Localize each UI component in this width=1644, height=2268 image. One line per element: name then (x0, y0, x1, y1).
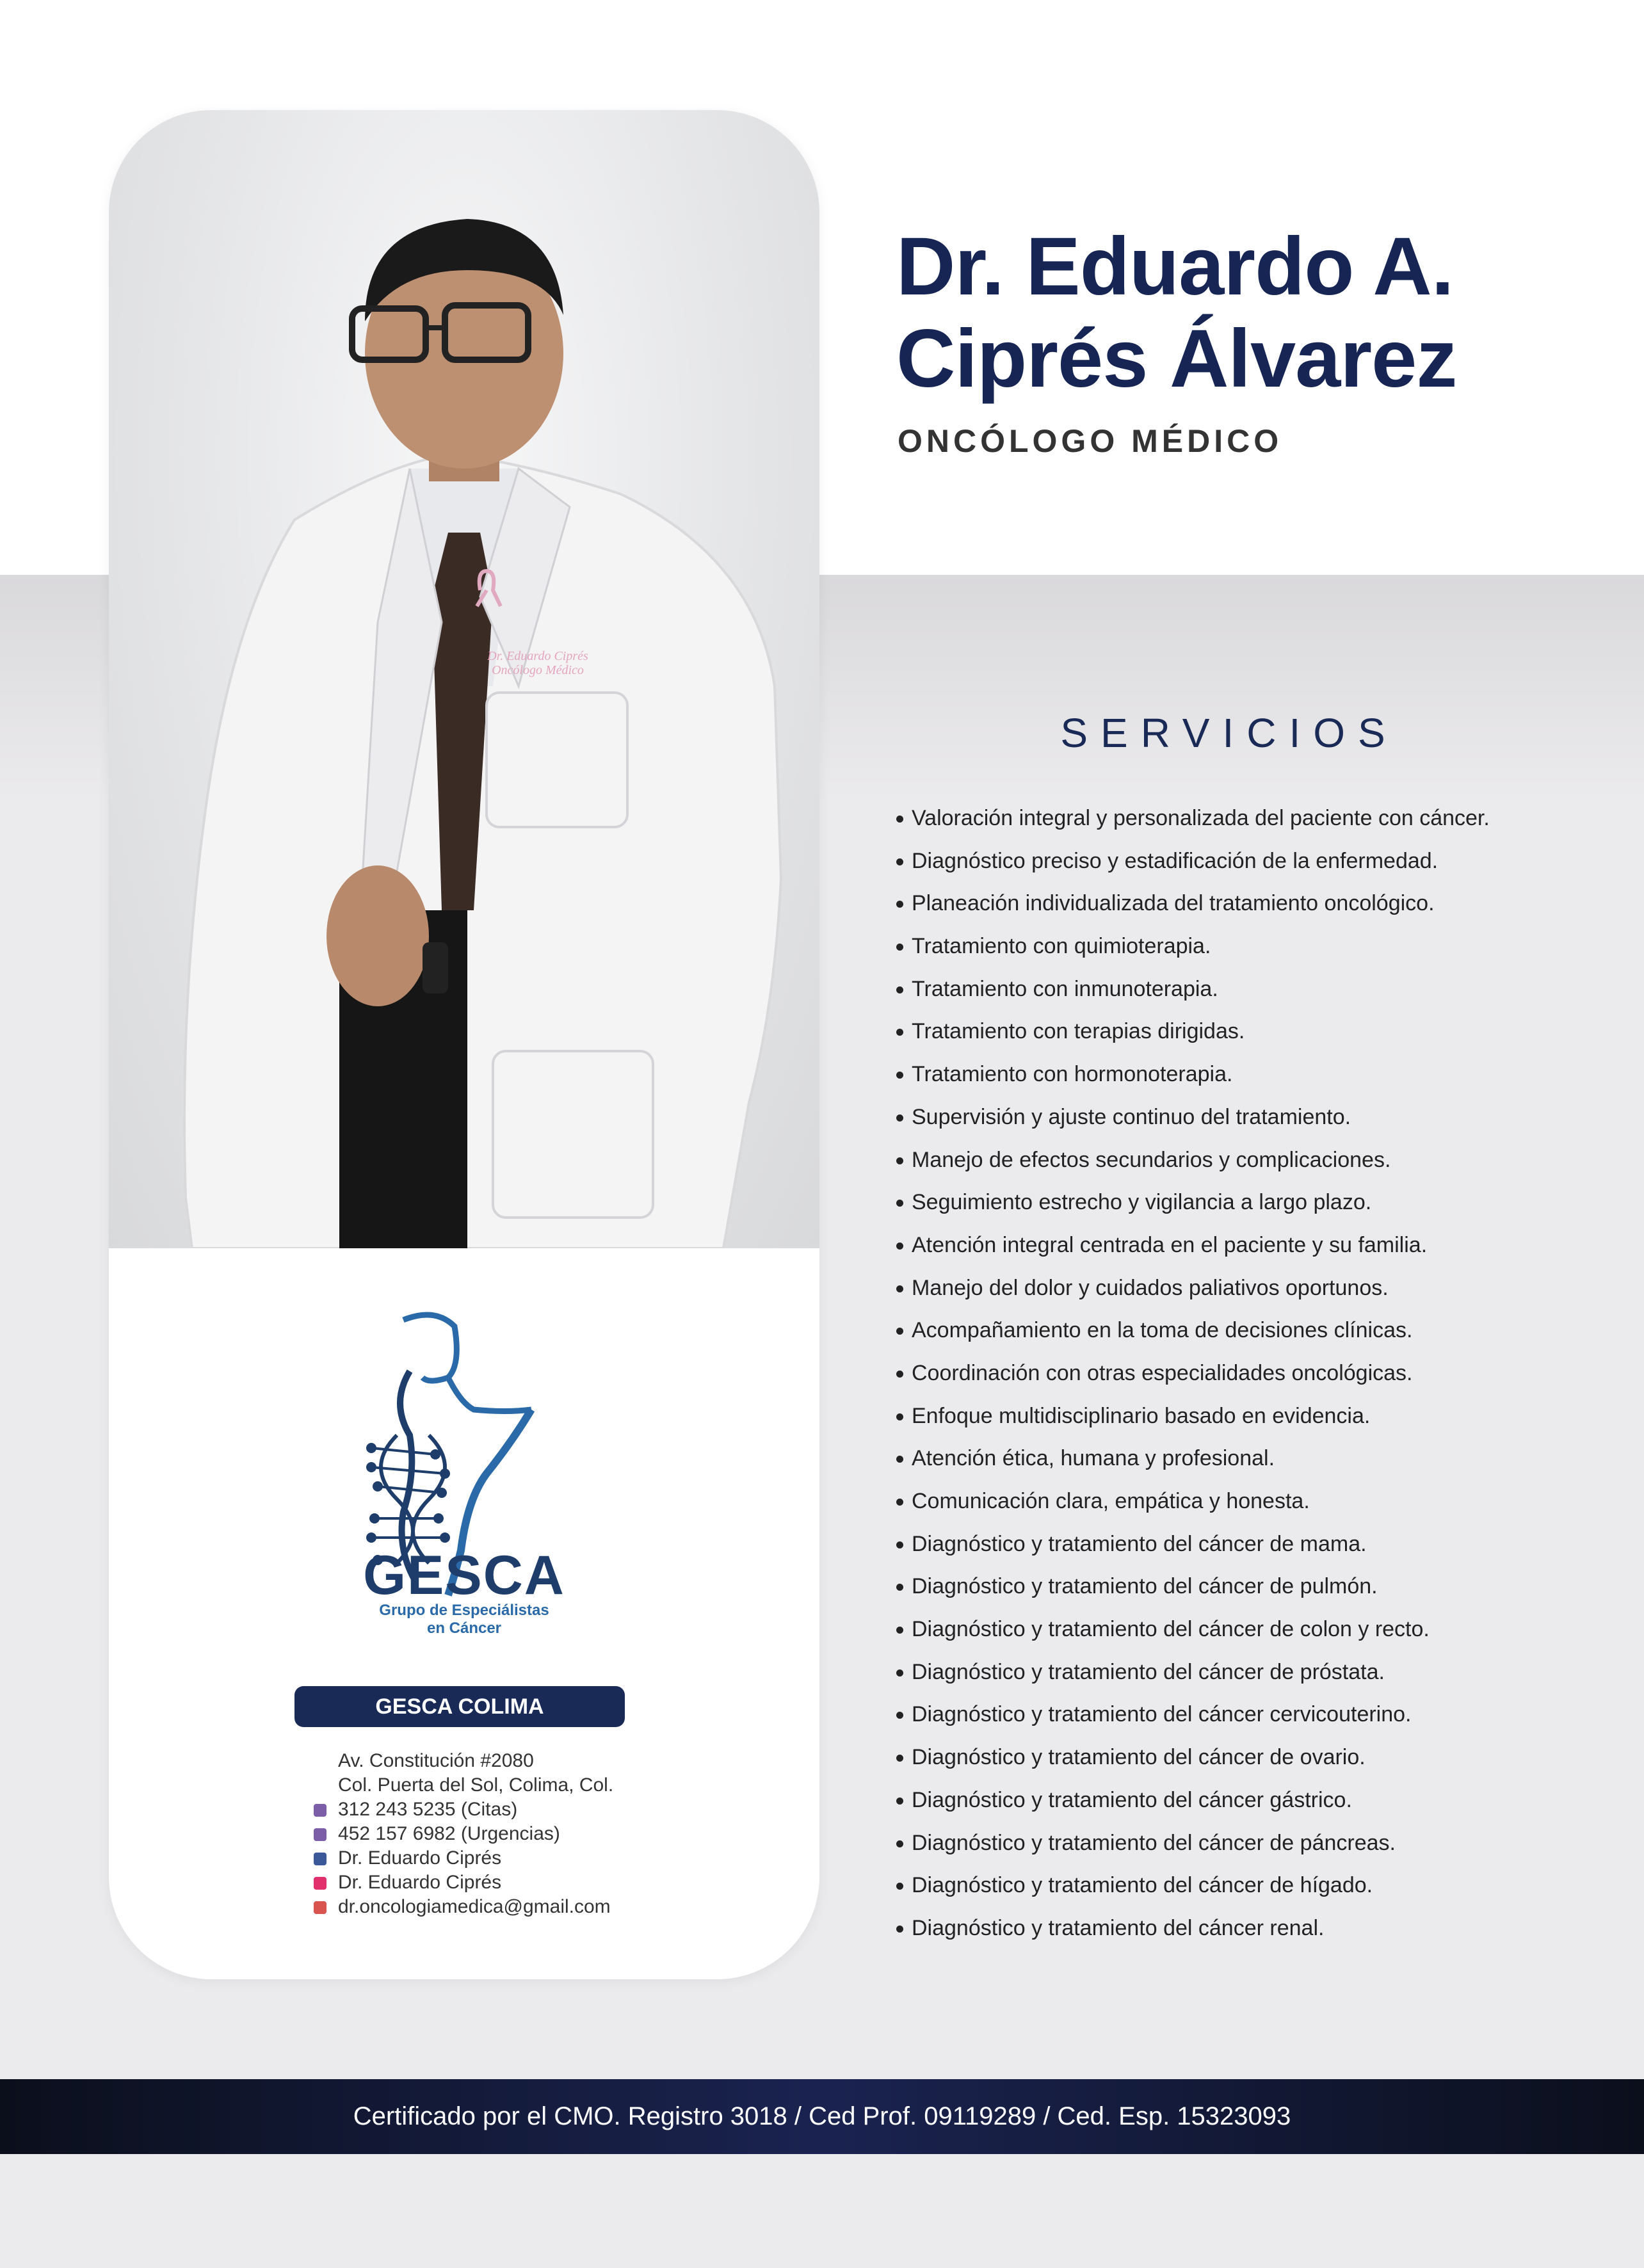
phone-icon (314, 1828, 326, 1841)
embroidery-line-2: Oncólogo Médico (492, 663, 584, 677)
service-item: Supervisión y ajuste continuo del tratamiento. (896, 1096, 1632, 1139)
services-list (896, 797, 1632, 1950)
doctor-name (896, 221, 1626, 405)
service-item: Atención integral centrada en el paciente y su familia. (896, 1224, 1632, 1267)
service-item: Manejo del dolor y cuidados paliativos oportunos. (896, 1267, 1632, 1310)
service-item: Diagnóstico y tratamiento del cáncer de mama. (896, 1523, 1632, 1566)
service-item: Comunicación clara, empática y honesta. (896, 1480, 1632, 1523)
doctor-name-line-2: Ciprés Álvarez (896, 313, 1457, 405)
email-row[interactable] (314, 1895, 762, 1919)
phone-icon (314, 1804, 326, 1817)
service-item: Diagnóstico y tratamiento del cáncer cervicouterino. (896, 1693, 1632, 1736)
service-item: Seguimiento estrecho y vigilancia a largo plazo. (896, 1181, 1632, 1224)
facebook-icon (314, 1853, 326, 1865)
address-line-2: Col. Puerta del Sol, Colima, Col. (338, 1774, 614, 1796)
phone-urgencias-row[interactable] (314, 1822, 762, 1846)
location-badge: GESCA COLIMA (294, 1686, 625, 1727)
email-address: dr.oncologiamedica@gmail.com (338, 1896, 611, 1917)
logo-subtitle-line-2: en Cáncer (426, 1620, 502, 1637)
services-heading: SERVICIOS (1060, 710, 1398, 756)
service-item: Diagnóstico y tratamiento del cáncer de pulmón. (896, 1565, 1632, 1608)
service-item: Planeación individualizada del tratamiento oncológico. (896, 882, 1632, 925)
instagram-icon (314, 1877, 326, 1890)
instagram-handle: Dr. Eduardo Ciprés (338, 1872, 502, 1893)
service-item: Manejo de efectos secundarios y complicaciones. (896, 1139, 1632, 1182)
logo-wordmark: GESCA (363, 1545, 565, 1606)
service-item: Tratamiento con hormonoterapia. (896, 1053, 1632, 1096)
contact-info (314, 1749, 762, 1919)
embroidery-line-1: Dr. Eduardo Ciprés (487, 649, 588, 663)
service-item: Diagnóstico y tratamiento del cáncer de colon y recto. (896, 1608, 1632, 1651)
service-item: Diagnóstico y tratamiento del cáncer gástrico. (896, 1779, 1632, 1822)
logo-subtitle-line-1: Grupo de Especiálistas (379, 1602, 549, 1619)
phone-urgencias: 452 157 6982 (Urgencias) (338, 1823, 560, 1844)
email-icon (314, 1901, 326, 1914)
service-item: Diagnóstico y tratamiento del cáncer de hígado. (896, 1864, 1632, 1907)
service-item: Tratamiento con quimioterapia. (896, 925, 1632, 968)
service-item: Tratamiento con terapias dirigidas. (896, 1010, 1632, 1053)
logo-subtitle (109, 1602, 819, 1637)
coat-embroidery (458, 649, 618, 677)
profile-card (109, 110, 819, 1979)
service-item: Diagnóstico preciso y estadificación de la enfermedad. (896, 840, 1632, 883)
doctor-specialty: ONCÓLOGO MÉDICO (898, 423, 1283, 459)
doctor-name-line-1: Dr. Eduardo A. (896, 221, 1454, 312)
service-item: Diagnóstico y tratamiento del cáncer de páncreas. (896, 1822, 1632, 1865)
doctor-photo (109, 110, 819, 1248)
service-item: Atención ética, humana y profesional. (896, 1437, 1632, 1480)
phone-citas: 312 243 5235 (Citas) (338, 1799, 518, 1820)
service-item: Tratamiento con inmunoterapia. (896, 968, 1632, 1011)
footer-certification: Certificado por el CMO. Registro 3018 / Ced Prof. 09119289 / Ced. Esp. 15323093 (0, 2079, 1644, 2154)
phone-citas-row[interactable] (314, 1798, 762, 1822)
facebook-row[interactable] (314, 1846, 762, 1870)
service-item: Coordinación con otras especialidades oncológicas. (896, 1352, 1632, 1395)
service-item: Valoración integral y personalizada del paciente con cáncer. (896, 797, 1632, 840)
service-item: Enfoque multidisciplinario basado en evidencia. (896, 1395, 1632, 1438)
facebook-handle: Dr. Eduardo Ciprés (338, 1847, 502, 1869)
instagram-row[interactable] (314, 1870, 762, 1895)
service-item: Diagnóstico y tratamiento del cáncer de próstata. (896, 1651, 1632, 1694)
service-item: Diagnóstico y tratamiento del cáncer renal. (896, 1907, 1632, 1950)
service-item: Acompañamiento en la toma de decisiones clínicas. (896, 1309, 1632, 1352)
address-line-1: Av. Constitución #2080 (338, 1750, 534, 1771)
service-item: Diagnóstico y tratamiento del cáncer de ovario. (896, 1736, 1632, 1779)
